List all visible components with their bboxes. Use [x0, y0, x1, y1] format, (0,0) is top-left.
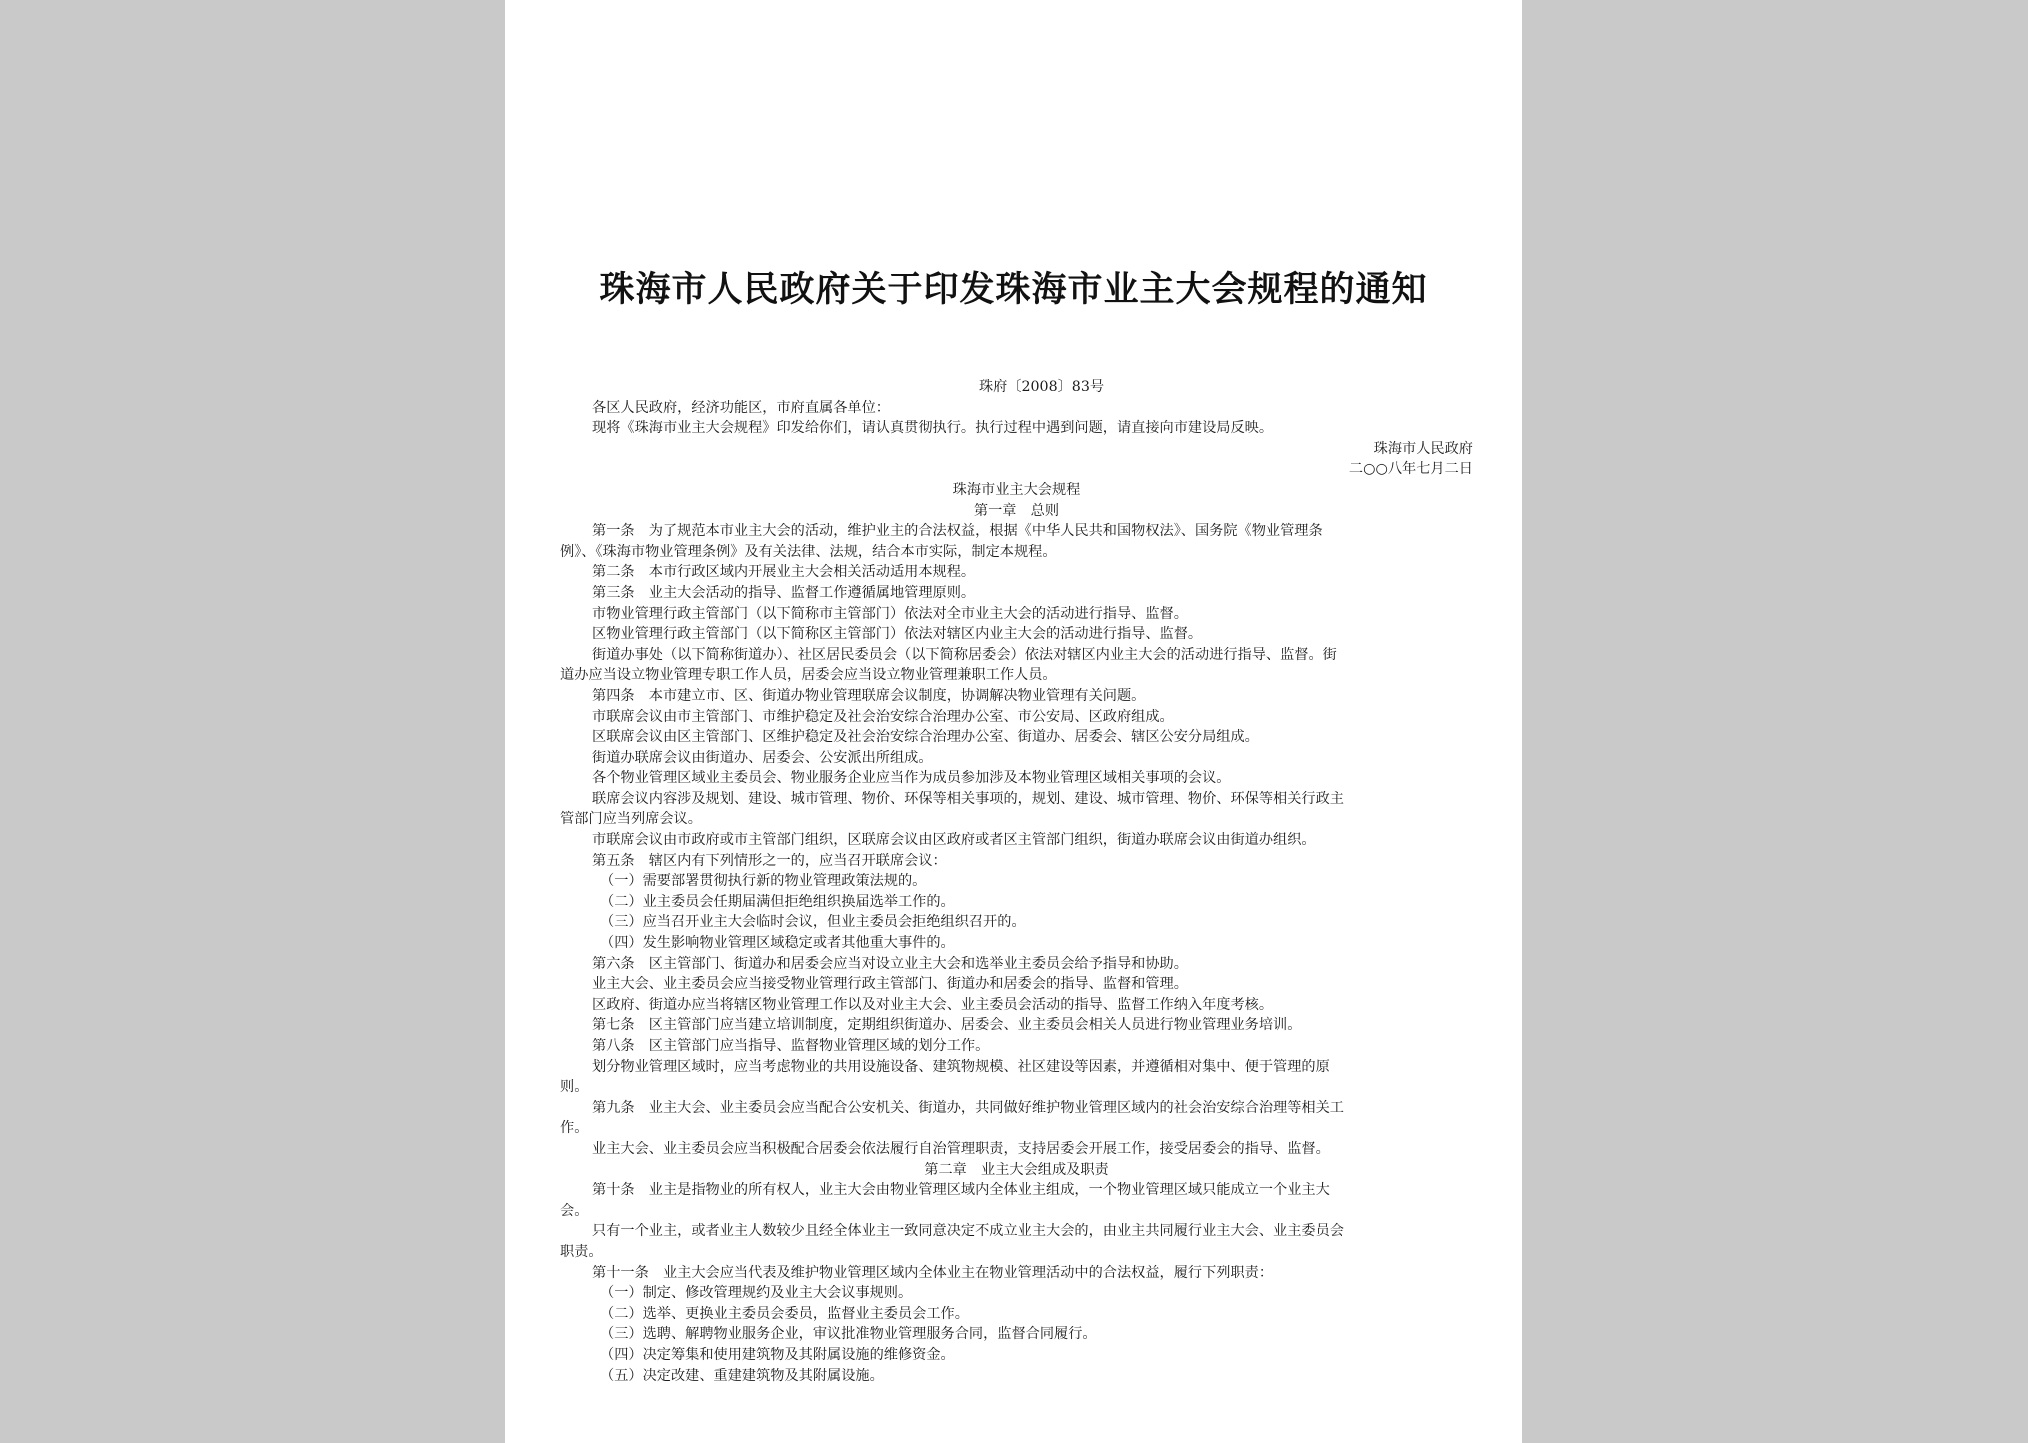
- text-line: 第六条 区主管部门、街道办和居委会应当对设立业主大会和选举业主委员会给予指导和协助。: [592, 955, 1188, 972]
- regulation-title: 珠海市业主大会规程: [952, 481, 1081, 498]
- text-line: 街道办联席会议由街道办、居委会、公安派出所组成。: [592, 749, 933, 766]
- text-line: 市联席会议由市主管部门、市维护稳定及社会治安综合治理办公室、市公安局、区政府组成。: [592, 708, 1174, 725]
- signature-date: 二○○八年七月二日: [1348, 461, 1473, 478]
- signature: 珠海市人民政府: [1373, 440, 1473, 457]
- text-line: 各个物业管理区域业主委员会、物业服务企业应当作为成员参加涉及本物业管理区域相关事项的会议。: [592, 770, 1231, 787]
- text-line: 区物业管理行政主管部门（以下简称区主管部门）依法对辖区内业主大会的活动进行指导、监督。: [592, 626, 1203, 643]
- text-line: （五）决定改建、重建建筑物及其附属设施。: [600, 1367, 884, 1384]
- text-line: 作。: [560, 1120, 589, 1137]
- text-line: 例》、《珠海市物业管理条例》及有关法律、法规，结合本市实际，制定本规程。: [560, 543, 1057, 560]
- text-line: 第三条 业主大会活动的指导、监督工作遵循属地管理原则。: [592, 584, 976, 601]
- text-line: 道办应当设立物业管理专职工作人员，居委会应当设立物业管理兼职工作人员。: [560, 667, 1057, 684]
- text-line: 第五条 辖区内有下列情形之一的，应当召开联席会议：: [592, 852, 947, 869]
- text-line: 市联席会议由市政府或市主管部门组织，区联席会议由区政府或者区主管部门组织，街道办联席会议由街道办组织。: [592, 832, 1316, 849]
- text-line: （一）制定、修改管理规约及业主大会议事规则。: [600, 1285, 913, 1302]
- document-body: [560, 377, 1473, 1386]
- text-line: 联席会议内容涉及规划、建设、城市管理、物价、环保等相关事项的，规划、建设、城市管理、物价、环保等相关行政主: [592, 790, 1344, 807]
- intro-paragraph: 现将《珠海市业主大会规程》印发给你们，请认真贯彻执行。执行过程中遇到问题，请直接向市建设局反映。: [592, 420, 1274, 437]
- text-line: 第七条 区主管部门应当建立培训制度，定期组织街道办、居委会、业主委员会相关人员进行物业管理业务培训。: [592, 1017, 1302, 1034]
- text-line: （三）应当召开业主大会临时会议，但业主委员会拒绝组织召开的。: [600, 914, 1026, 931]
- text-line: 第十一条 业主大会应当代表及维护物业管理区域内全体业主在物业管理活动中的合法权益，履行下列职责：: [592, 1264, 1274, 1281]
- document-page: [505, 0, 1522, 1443]
- text-line: 区联席会议由区主管部门、区维护稳定及社会治安综合治理办公室、街道办、居委会、辖区公安分局组成。: [592, 729, 1259, 746]
- text-line: （三）选聘、解聘物业服务企业，审议批准物业管理服务合同，监督合同履行。: [600, 1326, 1097, 1343]
- text-line: （四）决定筹集和使用建筑物及其附属设施的维修资金。: [600, 1346, 955, 1363]
- text-line: 职责。: [560, 1243, 603, 1260]
- text-line: 区政府、街道办应当将辖区物业管理工作以及对业主大会、业主委员会活动的指导、监督工作纳入年度考核。: [592, 996, 1274, 1013]
- text-line: 只有一个业主，或者业主人数较少且经全体业主一致同意决定不成立业主大会的，由业主共同履行业主大会、业主委员会: [592, 1223, 1344, 1240]
- document-title: 珠海市人民政府关于印发珠海市业主大会规程的通知: [599, 270, 1428, 310]
- text-line: 第九条 业主大会、业主委员会应当配合公安机关、街道办，共同做好维护物业管理区域内的社会治安综合治理等相关工: [592, 1099, 1344, 1116]
- chapter-title: 第二章 业主大会组成及职责: [924, 1161, 1109, 1178]
- text-line: 第一条 为了规范本市业主大会的活动，维护业主的合法权益，根据《中华人民共和国物权法》、国务院《物业管理条: [592, 523, 1323, 540]
- text-line: 业主大会、业主委员会应当积极配合居委会依法履行自治管理职责，支持居委会开展工作，接受居委会的指导、监督。: [592, 1140, 1330, 1157]
- chapter-title: 第一章 总则: [973, 502, 1060, 519]
- text-line: 管部门应当列席会议。: [560, 811, 702, 828]
- text-line: （一）需要部署贯彻执行新的物业管理政策法规的。: [600, 873, 927, 890]
- text-line: 业主大会、业主委员会应当接受物业管理行政主管部门、街道办和居委会的指导、监督和管理。: [592, 976, 1188, 993]
- text-line: 第二条 本市行政区域内开展业主大会相关活动适用本规程。: [592, 564, 976, 581]
- addressee: 各区人民政府，经济功能区，市府直属各单位：: [592, 399, 890, 416]
- text-line: （二）业主委员会任期届满但拒绝组织换届选举工作的。: [600, 893, 955, 910]
- reference-number: 珠府〔2008〕83号: [978, 379, 1105, 395]
- text-line: （二）选举、更换业主委员会委员，监督业主委员会工作。: [600, 1305, 969, 1322]
- text-line: 第四条 本市建立市、区、街道办物业管理联席会议制度，协调解决物业管理有关问题。: [592, 687, 1146, 704]
- text-line: 则。: [560, 1079, 589, 1096]
- text-line: 划分物业管理区域时，应当考虑物业的共用设施设备、建筑物规模、社区建设等因素，并遵循相对集中、便于管理的原: [592, 1058, 1330, 1075]
- text-line: 第八条 区主管部门应当指导、监督物业管理区域的划分工作。: [592, 1038, 990, 1054]
- text-line: 街道办事处（以下简称街道办）、社区居民委员会（以下简称居委会）依法对辖区内业主大会的活动进行指导、监督。街: [592, 646, 1337, 663]
- text-line: 市物业管理行政主管部门（以下简称市主管部门）依法对全市业主大会的活动进行指导、监督。: [592, 605, 1188, 622]
- text-line: （四）发生影响物业管理区域稳定或者其他重大事件的。: [600, 935, 955, 952]
- text-line: 会。: [560, 1202, 589, 1219]
- text-line: 第十条 业主是指物业的所有权人，业主大会由物业管理区域内全体业主组成，一个物业管理区域只能成立一个业主大: [592, 1182, 1330, 1199]
